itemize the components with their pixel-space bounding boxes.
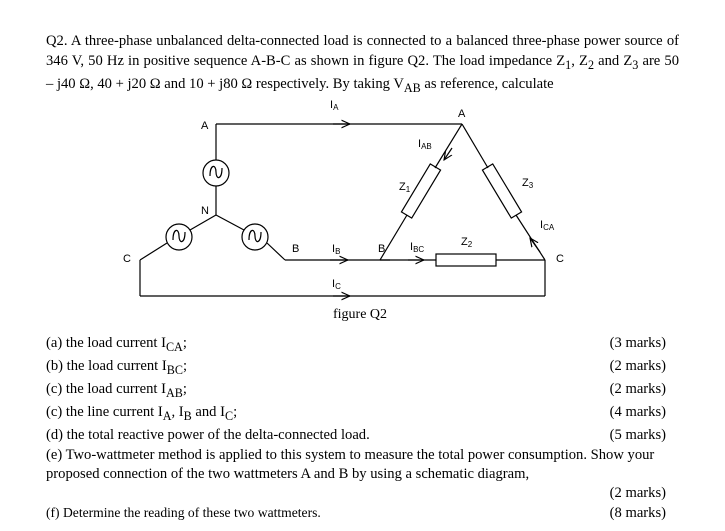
z1-resistor — [401, 164, 440, 218]
label-z1: Z1 — [399, 181, 411, 194]
label-ia: IA — [330, 99, 339, 112]
z3-resistor — [482, 164, 521, 218]
label-c-left: C — [123, 253, 131, 265]
ica-arrow — [530, 238, 540, 252]
part-b-marks: (2 marks) — [609, 358, 666, 375]
label-ic: IC — [332, 278, 341, 291]
label-b-load: B — [378, 243, 386, 255]
part-e-marks: (2 marks) — [609, 485, 666, 502]
z3-sub: 3 — [632, 57, 639, 72]
sub-questions — [46, 334, 666, 523]
part-e-text: (e) Two-wattmeter method is applied to this system to measure the total power consumption. Show your proposed connection of the two wattmeters A and B by using a schematic diagram, — [46, 446, 655, 482]
label-b-source: B — [292, 243, 300, 255]
question-paragraph — [46, 32, 679, 98]
source-c-sine — [173, 230, 185, 241]
part-a-text: (a) the load current $I_{CA}$; — [46, 335, 187, 354]
source-b-sine — [249, 230, 261, 241]
delta-a-to-z3 — [462, 124, 488, 168]
part-c1 — [46, 380, 666, 403]
source-c-wire — [140, 243, 167, 260]
vab-sub: AB — [403, 80, 421, 95]
neutral-to-b-source — [216, 215, 244, 230]
question-intro-4: are 50 – j40 Ω, 40 + j20 Ω and 10 + j80 Ω respectively. By taking V — [46, 52, 680, 92]
part-d-text: (d) the total reactive power of the delta-connected load. — [46, 427, 370, 444]
label-iab: IAB — [418, 138, 432, 151]
question-number: Q2. — [46, 33, 68, 49]
part-d-marks: (5 marks) — [609, 427, 666, 444]
label-c-right: C — [556, 253, 564, 265]
label-node-a-left: A — [201, 120, 209, 132]
label-ibc: IBC — [410, 241, 425, 254]
part-c1-text: (c) the load current $I_{AB}$; — [46, 381, 187, 401]
source-a-sine — [210, 166, 222, 177]
part-f-marks: (8 marks) — [609, 505, 666, 522]
question-intro-2: , Z — [571, 52, 588, 69]
iab-arrow — [444, 148, 452, 160]
part-b-text: (b) the load current $I_{BC}$; — [46, 358, 188, 378]
delta-a-to-z1 — [435, 124, 462, 168]
part-c1-marks: (2 marks) — [609, 381, 666, 398]
neutral-to-c-source — [190, 215, 216, 230]
part-b — [46, 357, 666, 380]
part-f-text: (f) Determine the reading of these two wattmeters. — [46, 505, 321, 521]
label-z3: Z3 — [522, 177, 534, 190]
label-ib: IB — [332, 243, 341, 256]
z2-resistor — [436, 254, 496, 266]
source-a-circle — [203, 160, 229, 186]
part-c2 — [46, 403, 666, 426]
question-intro-3: and Z — [594, 52, 633, 69]
question-intro-1: A three-phase unbalanced delta-connected load is connected to a balanced three-phase power source of 346 V, 50 Hz in positive sequence A-B-C as shown in figure Q2. The load impedance Z — [46, 33, 679, 69]
part-f — [46, 503, 666, 523]
part-a-marks: (3 marks) — [609, 335, 666, 351]
z2-sub: 2 — [587, 57, 595, 72]
delta-z1-to-b — [380, 215, 407, 260]
part-e — [46, 446, 666, 504]
part-d — [46, 426, 666, 445]
source-b-wire — [267, 243, 285, 260]
z1-sub: 1 — [565, 57, 572, 72]
label-node-a-right: A — [458, 108, 466, 120]
label-n: N — [201, 205, 209, 217]
part-c2-marks: (4 marks) — [609, 404, 666, 421]
delta-z3-to-c — [516, 215, 545, 260]
source-b-circle — [242, 224, 268, 250]
question-intro-5: as reference, calculate — [420, 75, 554, 92]
part-c2-text: (c) the line current $I_A$, $I_B$ and $I_C$; — [46, 404, 238, 424]
figure-caption: figure Q2 — [333, 307, 388, 322]
source-c-circle — [166, 224, 192, 250]
question-text — [46, 32, 679, 98]
label-z2: Z2 — [461, 236, 473, 249]
label-ica: ICA — [540, 219, 555, 232]
part-a — [46, 334, 666, 357]
